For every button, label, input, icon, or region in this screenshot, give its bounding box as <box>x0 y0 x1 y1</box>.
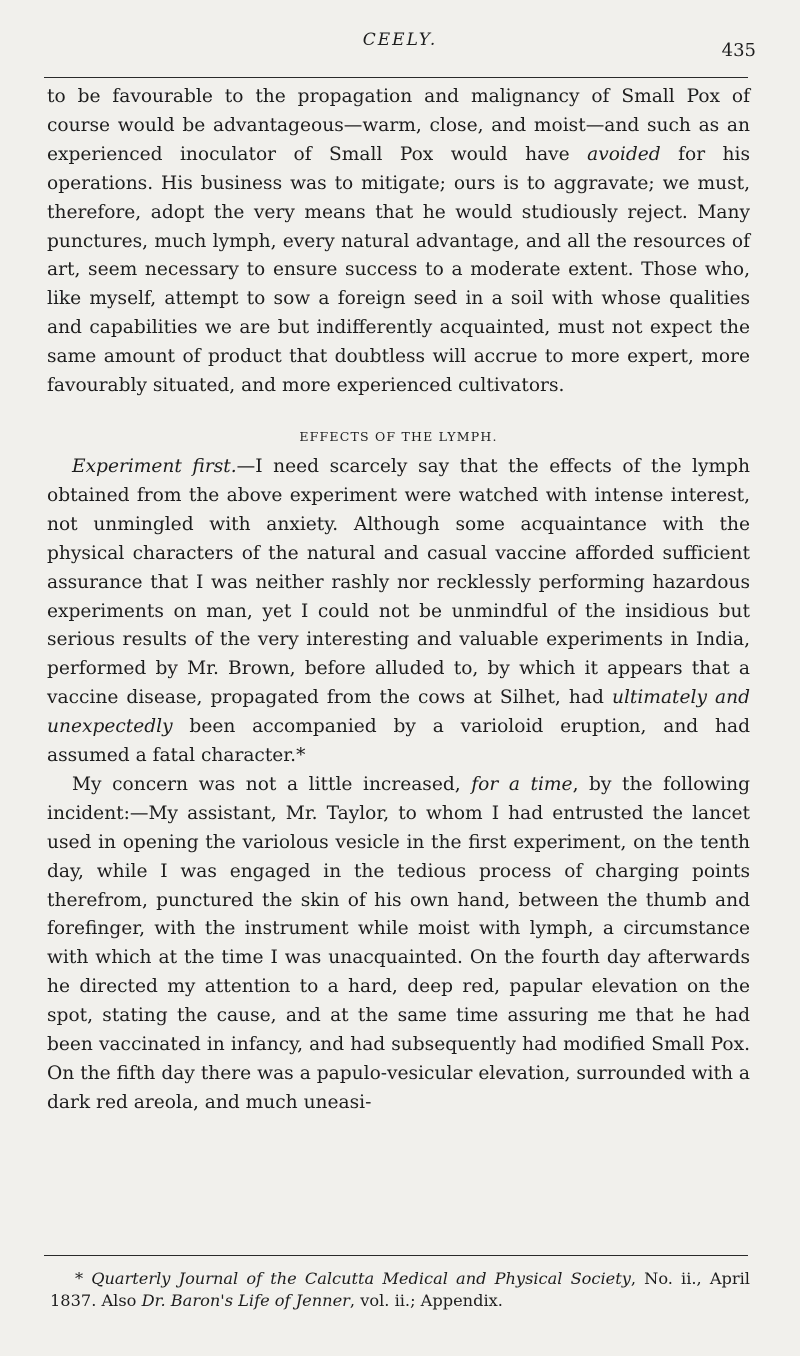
body-text <box>47 83 750 1118</box>
footnote <box>50 1268 750 1312</box>
paragraph-3-text-a: My concern was not a little increased, <box>72 773 472 795</box>
footnote-book: Dr. Baron's Life of Jenner <box>141 1291 350 1310</box>
paragraph-3 <box>47 771 750 1118</box>
paragraph-2-lead: Experiment first. <box>72 455 237 477</box>
footnote-text <box>50 1268 750 1312</box>
footnote-text-a: , No. ii., April 1837. Also <box>50 1269 750 1310</box>
section-heading: EFFECTS OF THE LYMPH. <box>299 428 498 444</box>
running-head <box>0 24 800 64</box>
footnote-marker: * <box>75 1269 92 1288</box>
paragraph-2-text-a: —I need scarcely say that the effects of the lymph obtained from the above experiment were watched with intense interest, not unmingled with anxiety. Although some acquaintance with the physical characters of the natural and casual vaccine afforded sufficient assurance that I was neither rashly nor recklessly performing hazardous experiments on man, yet I could not be unmindful of the insidious but serious results of the very interesting and valuable experiments in India, performed by Mr. Brown, before alluded to, by which it appears that a vaccine disease, propagated from the cows at Silhet, had <box>47 455 750 709</box>
paragraph-1-text-b: for his operations. His business was to mitigate; ours is to aggravate; we must, therefore, adopt the very means that he would studiously reject. Many punctures, much lymph, every natural advantage, and all the resources of art, seem necessary to ensure success to a moderate extent. Those who, like myself, attempt to sow a foreign seed in a soil with whose qualities and capabilities we are but indifferently acquainted, must not expect the same amount of product that doubtless will accrue to more expert, more favourably situated, and more experienced cultivators. <box>47 143 750 397</box>
paragraph-3-emphasis: for a time <box>471 773 573 795</box>
paragraph-2 <box>47 453 750 771</box>
footnote-journal: Quarterly Journal of the Calcutta Medical and Physical Society <box>91 1269 631 1288</box>
footnote-rule <box>44 1255 748 1256</box>
paragraph-1-emphasis: avoided <box>587 143 661 165</box>
paragraph-1 <box>47 83 750 401</box>
running-title: CEELY. <box>362 30 438 50</box>
paragraph-1-text-a: to be favourable to the propagation and malignancy of Small Pox of course would be advantageous—warm, close, and moist—and such as an experienced inoculator of Small Pox would have <box>47 86 750 165</box>
paragraph-2-emphasis: ultimately and unexpectedly <box>47 687 750 738</box>
header-rule <box>44 77 748 78</box>
footnote-text-b: , vol. ii.; Appendix. <box>349 1291 503 1310</box>
paragraph-3-text-b: , by the following incident:—My assistant, Mr. Taylor, to whom I had entrusted the lancet used in opening the variolous vesicle in the first experiment, on the tenth day, while I was engaged in the tedious process of charging points therefrom, punctured the skin of his own hand, between the thumb and forefinger, with the instrument while moist with lymph, a circumstance with which at the time I was unacquainted. On the fourth day afterwards he directed my attention to a hard, deep red, papular elevation on the spot, stating the cause, and at the same time assuring me that he had been vaccinated in infancy, and had subsequently had modified Small Pox. On the fifth day there was a papulo-vesicular elevation, surrounded with a dark red areola, and much uneasi- <box>47 773 751 1113</box>
page-number: 435 <box>721 40 756 61</box>
paragraph-2-text-b: been accompanied by a varioloid eruption, and had assumed a fatal character.* <box>47 716 750 767</box>
